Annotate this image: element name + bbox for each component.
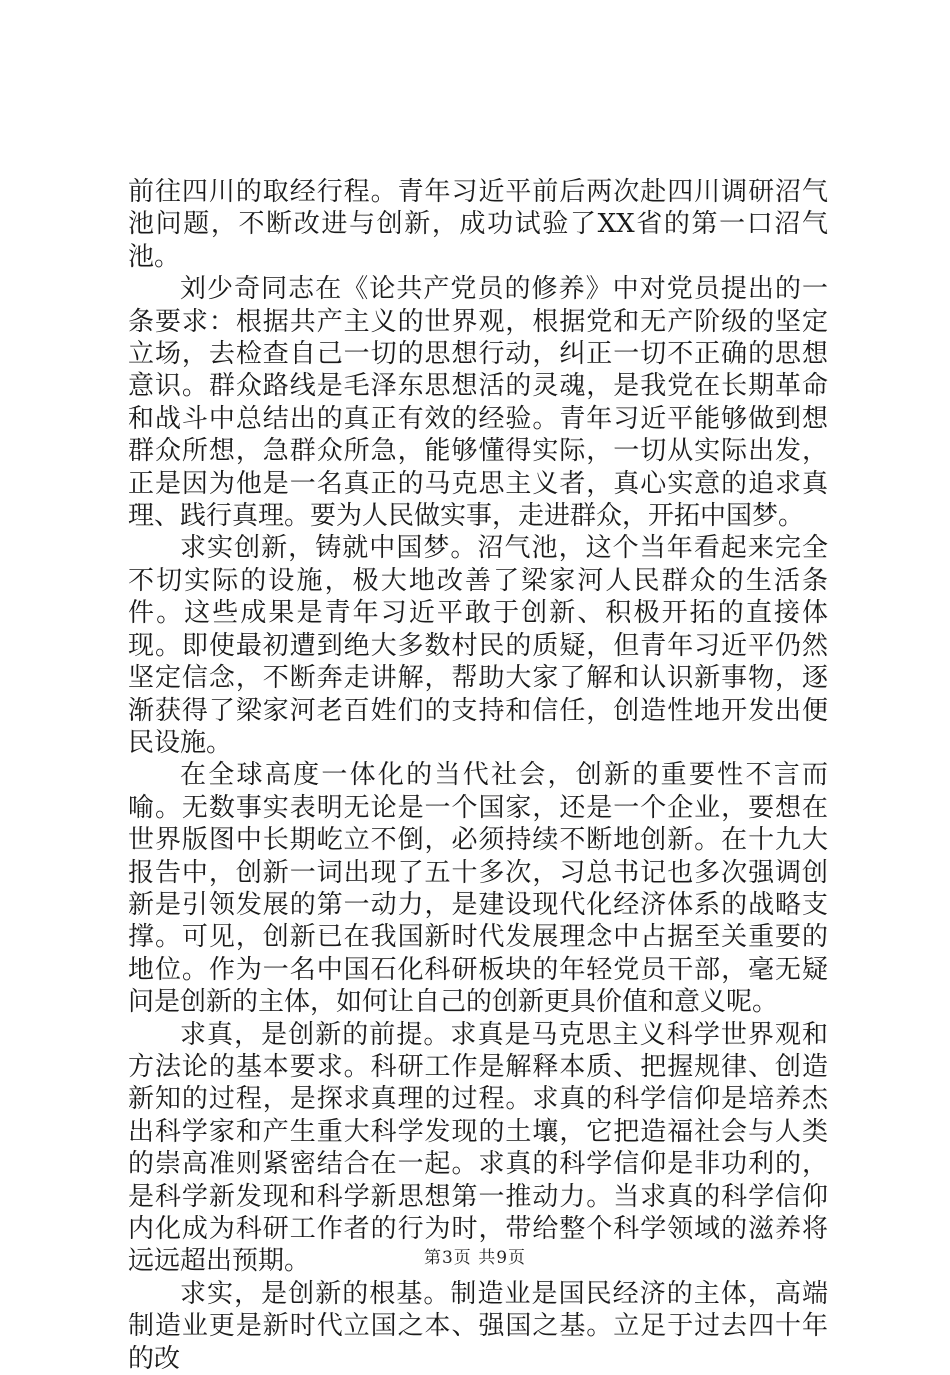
paragraph-2: 刘少奇同志在《论共产党员的修养》中对党员提出的一条要求：根据共产主义的世界观，根据党和无产阶级的坚定立场，去检查自己一切的思想行动，纠正一切不正确的思想意识。群众路线是毛泽东思想活的灵魂，是我党在长期革命和战斗中总结出的真正有效的经验。青年习近平能够做到想群众所想，急群众所急，能够懂得实际，一切从实际出发，正是因为他是一名真正的马克思主义者，真心实意的追求真理、践行真理。要为人民做实事，走进群众，开拓中国梦。 — [128, 274, 828, 532]
paragraph-3: 求实创新，铸就中国梦。沼气池，这个当年看起来完全不切实际的设施，极大地改善了梁家河人民群众的生活条件。这些成果是青年习近平敢于创新、积极开拓的直接体现。即使最初遭到绝大多数村民的质疑，但青年习近平仍然坚定信念，不断奔走讲解，帮助大家了解和认识新事物，逐渐获得了梁家河老百姓们的支持和信任，创造性地开发出便民设施。 — [128, 533, 828, 758]
paragraph-5: 求真，是创新的前提。求真是马克思主义科学世界观和方法论的基本要求。科研工作是解释本质、把握规律、创造新知的过程，是探求真理的过程。求真的科学信仰是培养杰出科学家和产生重大科学发现的土壤，它把造福社会与人类的崇高准则紧密结合在一起。求真的科学信仰是非功利的，是科学新发现和科学新思想第一推动力。当求真的科学信仰内化成为科研工作者的行为时，带给整个科学领域的滋养将远远超出预期。 — [128, 1019, 828, 1277]
paragraph-6: 求实，是创新的根基。制造业是国民经济的主体，高端制造业更是新时代立国之本、强国之基。立足于过去四十年的改 — [128, 1278, 828, 1374]
paragraph-4: 在全球高度一体化的当代社会，创新的重要性不言而喻。无数事实表明无论是一个国家，还是一个企业，要想在世界版图中长期屹立不倒，必须持续不断地创新。在十九大报告中，创新一词出现了五十多次，习总书记也多次强调创新是引领发展的第一动力，是建设现代化经济体系的战略支撑。可见，创新已在我国新时代发展理念中占据至关重要的地位。作为一名中国石化科研板块的年轻党员干部，毫无疑问是创新的主体，如何让自己的创新更具价值和意义呢。 — [128, 760, 828, 1018]
paragraph-1: 前往四川的取经行程。青年习近平前后两次赴四川调研沼气池问题，不断改进与创新，成功试验了XX省的第一口沼气池。 — [128, 177, 828, 272]
document-body — [128, 176, 828, 1375]
page-footer: 第3页 共9页 — [423, 1248, 527, 1268]
